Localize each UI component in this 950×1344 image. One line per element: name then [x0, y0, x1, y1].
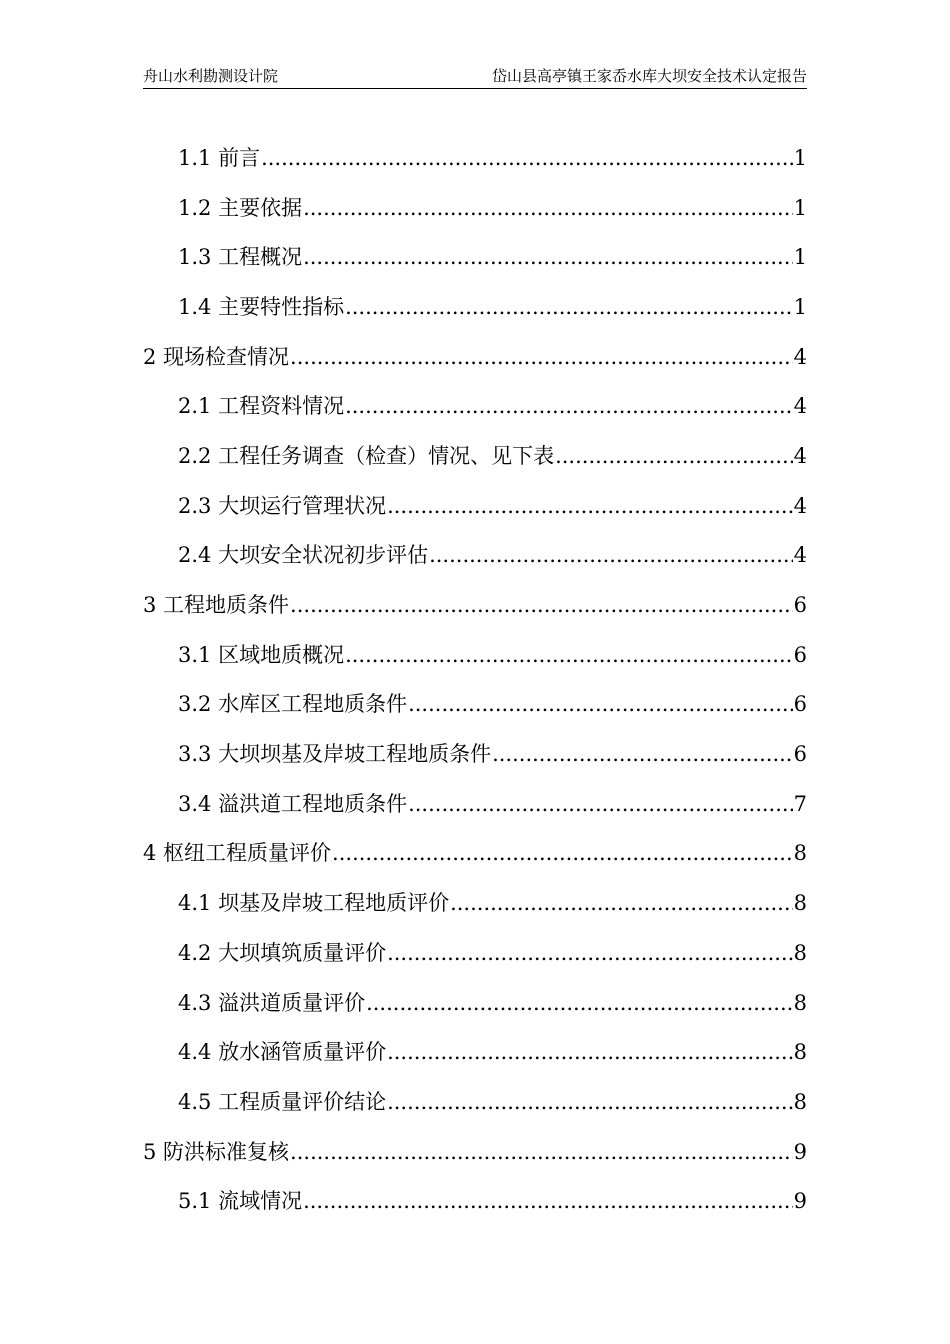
toc-entry-page: 4	[793, 394, 807, 419]
toc-entry-page: 4	[793, 443, 807, 468]
toc-dot-leader	[303, 242, 793, 272]
header-organization: 舟山水利勘测设计院	[143, 67, 279, 85]
table-of-contents	[143, 133, 807, 1226]
toc-entry[interactable]	[143, 978, 807, 1028]
toc-entry-page: 6	[793, 642, 807, 667]
toc-entry-title: 4.2 大坝填筑质量评价	[178, 940, 387, 965]
toc-entry-title: 3.3 大坝坝基及岸坡工程地质条件	[178, 742, 492, 767]
toc-entry[interactable]	[143, 531, 807, 581]
page-header	[143, 64, 807, 89]
toc-chapter[interactable]	[143, 829, 807, 879]
toc-entry-title: 3 工程地质条件	[143, 593, 290, 618]
toc-entry-title: 3.2 水库区工程地质条件	[178, 692, 408, 717]
toc-entry-title: 4.4 放水涵管质量评价	[178, 1040, 387, 1065]
toc-dot-leader	[492, 739, 793, 769]
toc-dot-leader	[408, 789, 793, 819]
toc-entry-page: 8	[793, 841, 807, 866]
toc-entry-page: 1	[793, 245, 807, 270]
toc-entry-title: 5.1 流域情况	[178, 1189, 303, 1214]
toc-entry-page: 1	[793, 195, 807, 220]
toc-dot-leader	[332, 838, 793, 868]
toc-entry-page: 9	[793, 1139, 807, 1164]
toc-dot-leader	[387, 1087, 793, 1117]
toc-dot-leader	[450, 888, 793, 918]
toc-dot-leader	[345, 640, 793, 670]
toc-entry-title: 4.3 溢洪道质量评价	[178, 990, 366, 1015]
toc-entry-page: 1	[793, 294, 807, 319]
toc-dot-leader	[290, 590, 793, 620]
toc-entry-title: 1.2 主要依据	[178, 195, 303, 220]
toc-dot-leader	[345, 391, 793, 421]
toc-entry-title: 1.4 主要特性指标	[178, 294, 345, 319]
toc-dot-leader	[290, 1137, 793, 1167]
toc-entry-page: 4	[793, 344, 807, 369]
toc-entry[interactable]	[143, 183, 807, 233]
toc-entry[interactable]	[143, 878, 807, 928]
toc-entry-title: 5 防洪标准复核	[143, 1139, 290, 1164]
header-report-title: 岱山县高亭镇王家岙水库大坝安全技术认定报告	[491, 67, 807, 85]
toc-entry-title: 2.4 大坝安全状况初步评估	[178, 543, 429, 568]
toc-entry-page: 4	[793, 543, 807, 568]
toc-entry-page: 8	[793, 990, 807, 1015]
toc-entry-page: 8	[793, 891, 807, 916]
toc-entry[interactable]	[143, 431, 807, 481]
toc-dot-leader	[387, 938, 793, 968]
toc-entry[interactable]	[143, 1176, 807, 1226]
toc-entry-page: 8	[793, 1040, 807, 1065]
toc-entry[interactable]	[143, 729, 807, 779]
toc-entry[interactable]	[143, 779, 807, 829]
toc-entry-page: 6	[793, 742, 807, 767]
toc-entry-title: 2.3 大坝运行管理状况	[178, 493, 387, 518]
toc-dot-leader	[303, 193, 793, 223]
toc-dot-leader	[366, 988, 793, 1018]
toc-dot-leader	[290, 342, 793, 372]
toc-entry-title: 1.3 工程概况	[178, 245, 303, 270]
toc-dot-leader	[261, 143, 793, 173]
toc-entry[interactable]	[143, 928, 807, 978]
toc-chapter[interactable]	[143, 332, 807, 382]
toc-entry-title: 4.5 工程质量评价结论	[178, 1089, 387, 1114]
toc-dot-leader	[555, 441, 793, 471]
toc-entry-page: 6	[793, 593, 807, 618]
toc-entry[interactable]	[143, 680, 807, 730]
toc-entry-page: 4	[793, 493, 807, 518]
toc-entry-page: 8	[793, 940, 807, 965]
toc-dot-leader	[429, 540, 793, 570]
toc-chapter[interactable]	[143, 580, 807, 630]
toc-entry-page: 7	[793, 791, 807, 816]
toc-entry-title: 2 现场检查情况	[143, 344, 290, 369]
toc-dot-leader	[387, 491, 793, 521]
toc-dot-leader	[408, 689, 793, 719]
toc-entry-page: 6	[793, 692, 807, 717]
toc-entry[interactable]	[143, 481, 807, 531]
toc-entry-title: 4 枢纽工程质量评价	[143, 841, 332, 866]
toc-entry[interactable]	[143, 1077, 807, 1127]
toc-entry[interactable]	[143, 133, 807, 183]
toc-entry-title: 4.1 坝基及岸坡工程地质评价	[178, 891, 450, 916]
toc-entry-title: 3.1 区域地质概况	[178, 642, 345, 667]
toc-entry[interactable]	[143, 381, 807, 431]
toc-entry-title: 1.1 前言	[178, 145, 261, 170]
toc-dot-leader	[387, 1037, 793, 1067]
toc-entry-page: 9	[793, 1189, 807, 1214]
toc-entry-title: 2.1 工程资料情况	[178, 394, 345, 419]
toc-entry[interactable]	[143, 630, 807, 680]
toc-dot-leader	[303, 1186, 793, 1216]
toc-entry-page: 8	[793, 1089, 807, 1114]
toc-entry[interactable]	[143, 1027, 807, 1077]
toc-entry-title: 2.2 工程任务调查（检查）情况、见下表	[178, 443, 555, 468]
toc-entry-title: 3.4 溢洪道工程地质条件	[178, 791, 408, 816]
toc-entry-page: 1	[793, 145, 807, 170]
toc-dot-leader	[345, 292, 793, 322]
toc-entry[interactable]	[143, 232, 807, 282]
toc-chapter[interactable]	[143, 1127, 807, 1177]
toc-entry[interactable]	[143, 282, 807, 332]
